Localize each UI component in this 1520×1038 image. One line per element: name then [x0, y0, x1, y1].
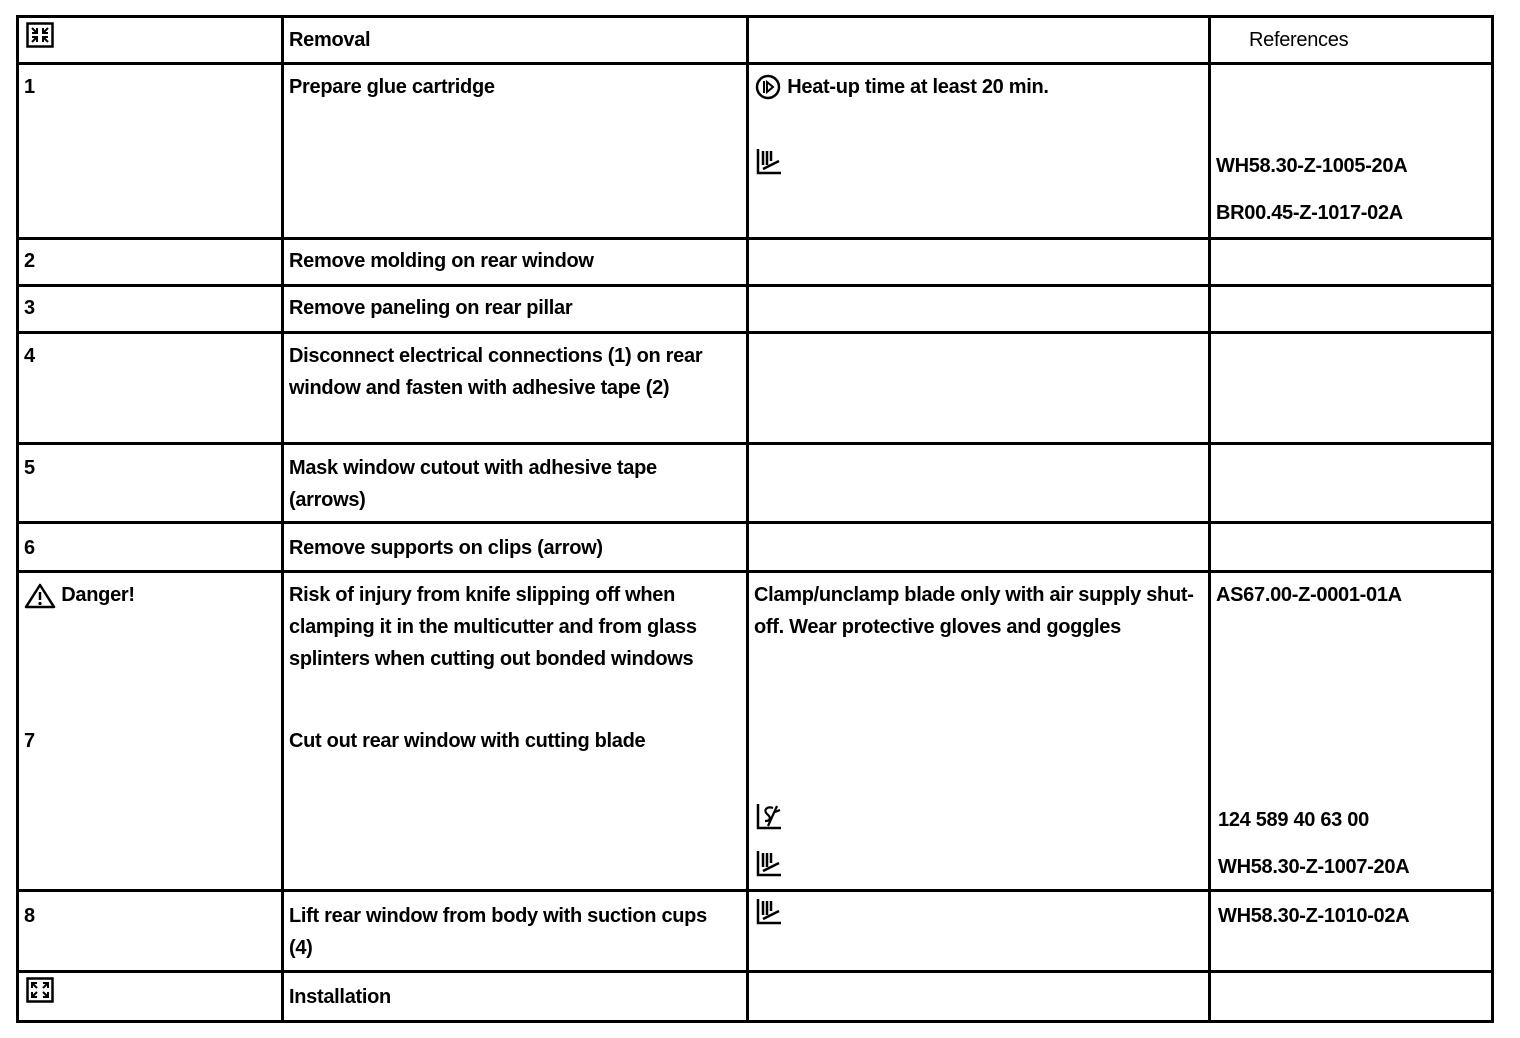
- step-number: 2: [24, 250, 35, 272]
- installation-heading: Installation: [289, 986, 391, 1008]
- reference-code: WH58.30-Z-1005-20A: [1216, 155, 1408, 177]
- row-divider: [19, 62, 1491, 65]
- step-note: [754, 71, 1049, 103]
- column-divider: [281, 18, 284, 1020]
- step-number: 7: [24, 730, 35, 752]
- row-divider: [19, 237, 1491, 240]
- step-action: Mask window cutout with adhesive tape (arrows): [289, 457, 657, 511]
- step-number: 1: [24, 76, 35, 98]
- danger-label: [24, 579, 135, 611]
- danger-note: Clamp/unclamp blade only with air supply shut-off. Wear protective gloves and goggles: [754, 584, 1194, 638]
- step-number: 6: [24, 537, 35, 559]
- step-number: 8: [24, 905, 35, 927]
- warning-triangle-icon: [24, 583, 56, 609]
- row-divider: [19, 970, 1491, 973]
- heat-up-note: Heat-up time at least 20 min.: [787, 76, 1049, 98]
- step-action: Cut out rear window with cutting blade: [289, 730, 646, 752]
- step-number: 5: [24, 457, 35, 479]
- step-number: 4: [24, 345, 35, 367]
- column-divider: [746, 18, 749, 1020]
- timer-icon: [754, 74, 782, 102]
- step-action: Prepare glue cartridge: [289, 76, 495, 98]
- step-number: 3: [24, 297, 35, 319]
- row-divider: [19, 331, 1491, 334]
- reference-code: WH58.30-Z-1010-02A: [1218, 905, 1410, 927]
- wis-document-icon: [755, 849, 783, 877]
- step-action: Disconnect electrical connections (1) on rear window and fasten with adhesive tape (2): [289, 345, 703, 399]
- row-divider: [19, 284, 1491, 287]
- reference-code: WH58.30-Z-1007-20A: [1218, 856, 1410, 878]
- reference-code: BR00.45-Z-1017-02A: [1216, 202, 1403, 224]
- danger-text: Danger!: [61, 584, 135, 606]
- row-divider: [19, 521, 1491, 524]
- assembly-icon: [26, 977, 54, 1003]
- row-divider: [19, 570, 1491, 573]
- step-action: Remove paneling on rear pillar: [289, 297, 573, 319]
- disassembly-icon: [26, 22, 54, 48]
- wis-document-icon: [755, 897, 783, 925]
- wis-document-icon: [755, 147, 783, 175]
- row-divider: [19, 889, 1491, 892]
- special-tool-icon: [755, 802, 783, 830]
- reference-code: 124 589 40 63 00: [1218, 809, 1369, 831]
- danger-description: Risk of injury from knife slipping off when clamping it in the multicutter and from glass splinters when cutting out bonded windows: [289, 584, 697, 670]
- column-divider: [1208, 18, 1211, 1020]
- row-divider: [19, 442, 1491, 445]
- step-action: Remove supports on clips (arrow): [289, 537, 603, 559]
- header-removal: Removal: [289, 29, 371, 51]
- header-references: References: [1249, 29, 1349, 51]
- step-action: Lift rear window from body with suction cups (4): [289, 905, 707, 959]
- reference-code: AS67.00-Z-0001-01A: [1216, 584, 1402, 606]
- step-action: Remove molding on rear window: [289, 250, 594, 272]
